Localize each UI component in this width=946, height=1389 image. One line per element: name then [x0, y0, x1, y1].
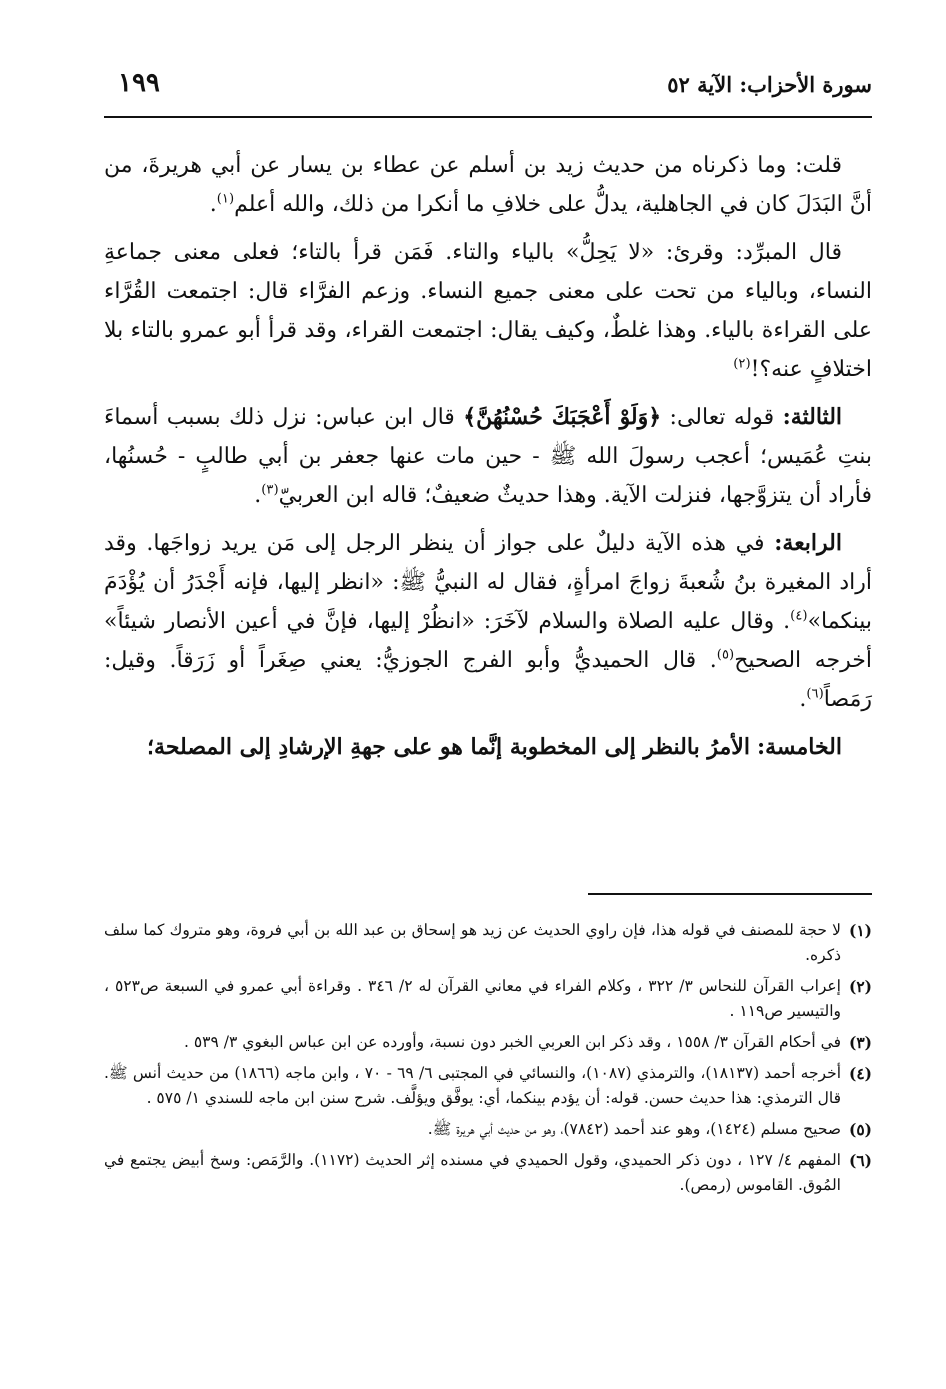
- footnote-text: في أحكام القرآن ٣/ ١٥٥٨ ، وقد ذكر ابن العربي الخبر دون نسبة، وأورده عن ابن عباس البغوي ٣/ ٥٣٩ .: [183, 1033, 841, 1051]
- paragraph-text: قال المبرِّد: وقرئ: «لا يَحِلُّ» بالياء والتاء. فَمَن قرأ بالتاء؛ فعلى معنى جماعةِ النساء، وبالياء من تحت على معنى جميع النساء. وزعم الفرَّاء قال: اجتمعت القُرَّاء على القراءة بالياء. وهذا غلطٌ، وكيف يقال: اجتمعت القراء، وقد قرأ أبو عمرو بالتاء بلا اختلافٍ عنه؟!: [104, 240, 872, 382]
- running-title: سورة الأحزاب: الآية ٥٢: [667, 72, 872, 97]
- paragraph-text: قلت: وما ذكرناه من حديث زيد بن أسلم عن عطاء بن يسار عن أبي هريرةَ، من أنَّ البَدَلَ كان في الجاهلية، يدلُّ على خلافِ ما أنكرا من ذلك، والله أعلم: [104, 153, 872, 217]
- page-header: [104, 66, 872, 118]
- paragraph-text: قال ابن عباس: نزل ذلك بسبب أسماءَ بنتِ عُمَيس؛ أعجب رسولَ الله ﷺ - حين مات عنها جعفر بن أبي طالبٍ - حُسنُها، فأراد أن يتزوَّجها، فنزلت الآية. وهذا حديثٌ ضعيفٌ؛ قاله ابن العربيّ: [104, 405, 872, 508]
- footnote-text: أخرجه أحمد (١٨١٣٧)، والترمذي (١٠٨٧)، والنسائي في المجتبى ٦/ ٦٩ - ٧٠ ، وابن ماجه (١٨٦٦) من حديث أنس ﷺ. قال الترمذي: هذا حديث حسن. قوله: أن يؤدم بينكما، أي: يوفَّق ويؤلَّف. شرح سنن ابن ماجه للسندي ١/ ٥٧٥ .: [104, 1064, 842, 1107]
- header-rule: [104, 116, 872, 118]
- footnote-ref: (٥): [716, 647, 735, 663]
- paragraph-3: الثالثة: قوله تعالى: ﴿وَلَوْ أَعْجَبَكَ حُسْنُهُنَّ﴾ قال ابن عباس: نزل ذلك بسبب أسماءَ بنتِ عُمَيس؛ أعجب رسولَ الله ﷺ - حين مات عنها جعفر بن أبي طالبٍ - حُسنُها، فأراد أن يتزوَّجها، فنزلت الآية. وهذا حديثٌ ضعيفٌ؛ قاله ابن العربيّ$^{(٣)}$.: [104, 404, 872, 508]
- main-text: [104, 146, 872, 776]
- footnote: [104, 974, 872, 1024]
- footnote-number: (٣): [848, 1033, 872, 1052]
- footnote-ref: (٤): [790, 608, 808, 624]
- footnote-number: (٢): [848, 977, 872, 996]
- section-lead: الرابعة:: [774, 530, 842, 556]
- footnote-number: (٤): [848, 1064, 872, 1083]
- footnotes: [104, 918, 872, 1204]
- quran-verse: ﴿وَلَوْ أَعْجَبَكَ حُسْنُهُنَّ﴾: [463, 404, 662, 430]
- footnote-number: (٦): [848, 1151, 872, 1170]
- footnote-text: إعراب القرآن للنحاس ٣/ ٣٢٢ ، وكلام الفراء في معاني القرآن له ٢/ ٣٤٦ . وقراءة أبي عمرو في السبعة ص٥٢٣ ، والتيسير ص١١٩ .: [104, 977, 841, 1020]
- footnote-text: لا حجة للمصنف في قوله هذا، فإن راوي الحديث عن زيد هو إسحاق بن عبد الله بن أبي فروة، وهو متروك كما سلف ذكره.: [104, 921, 841, 964]
- footnote-text: المفهم ٤/ ١٢٧ ، دون ذكر الحميدي، وقول الحميدي في مسنده إثر الحديث (١١٧٢). والرَّمَص: وسخ أبيض يجتمع في المُوق. القاموس (رمص).: [104, 1151, 841, 1194]
- footnote: [104, 1117, 872, 1142]
- footnote-number: (١): [848, 921, 872, 940]
- footnote-separator: [588, 893, 872, 895]
- paragraph-text: في هذه الآية دليلٌ على جواز أن ينظر الرجل إلى مَن يريد زواجَها. وقد أراد المغيرة بنُ شُعبةَ زواجَ امرأةٍ، فقال له النبيُّ ﷺ: «انظر إليها، فإنه أَجْدَرُ أن يُؤْدَمَ بينكما»: [104, 531, 872, 634]
- section-lead: الثالثة:: [782, 404, 843, 430]
- footnote-ref: (٣): [261, 482, 279, 498]
- footnote-ref: (٦): [806, 686, 824, 702]
- footnote-number: (٥): [848, 1120, 872, 1139]
- paragraph-5: [104, 728, 872, 767]
- paragraph-text: الأمرُ بالنظر إلى المخطوبة إنَّما هو على جهةِ الإرشادِ إلى المصلحة؛: [147, 734, 750, 760]
- footnote-ref: (١): [216, 191, 235, 207]
- footnote-text: صحيح مسلم (١٤٢٤)، وهو عند أحمد (٧٨٤٢)، وهو من حديث أبي هريرة ﷺ.: [427, 1120, 841, 1138]
- footnote: [104, 1148, 872, 1198]
- section-lead: الخامسة:: [756, 734, 842, 760]
- paragraph-2: [104, 233, 872, 389]
- footnote: [104, 1061, 872, 1111]
- page-number: ١٩٩: [118, 68, 160, 98]
- paragraph-4: الرابعة: في هذه الآية دليلٌ على جواز أن ينظر الرجل إلى مَن يريد زواجَها. وقد أراد المغيرة بنُ شُعبةَ زواجَ امرأةٍ، فقال له النبيُّ ﷺ: «انظر إليها، فإنه أَجْدَرُ أن يُؤْدَمَ بينكما»$^{(٤)}$. وقال عليه الصلاة والسلام لآخَرَ: «انظُرْ إليها، فإنَّ في أعين الأنصار شيئاً» أخرجه الصحيح$^{(٥)}$. قال الحميديُّ وأبو الفرج الجوزيُّ: يعني صِغَراً أو زَرَقاً. وقيل: رَمَصاً$^{(٦)}$.: [104, 530, 872, 712]
- footnote: [104, 1030, 872, 1055]
- footnote-ref: (٢): [733, 356, 751, 372]
- footnote: [104, 918, 872, 968]
- paragraph-1: قلت: وما ذكرناه من حديث زيد بن أسلم عن عطاء بن يسار عن أبي هريرةَ، من أنَّ البَدَلَ كان في الجاهلية، يدلُّ على خلافِ ما أنكرا من ذلك، والله أعلم$^{(١)}$.: [104, 153, 872, 217]
